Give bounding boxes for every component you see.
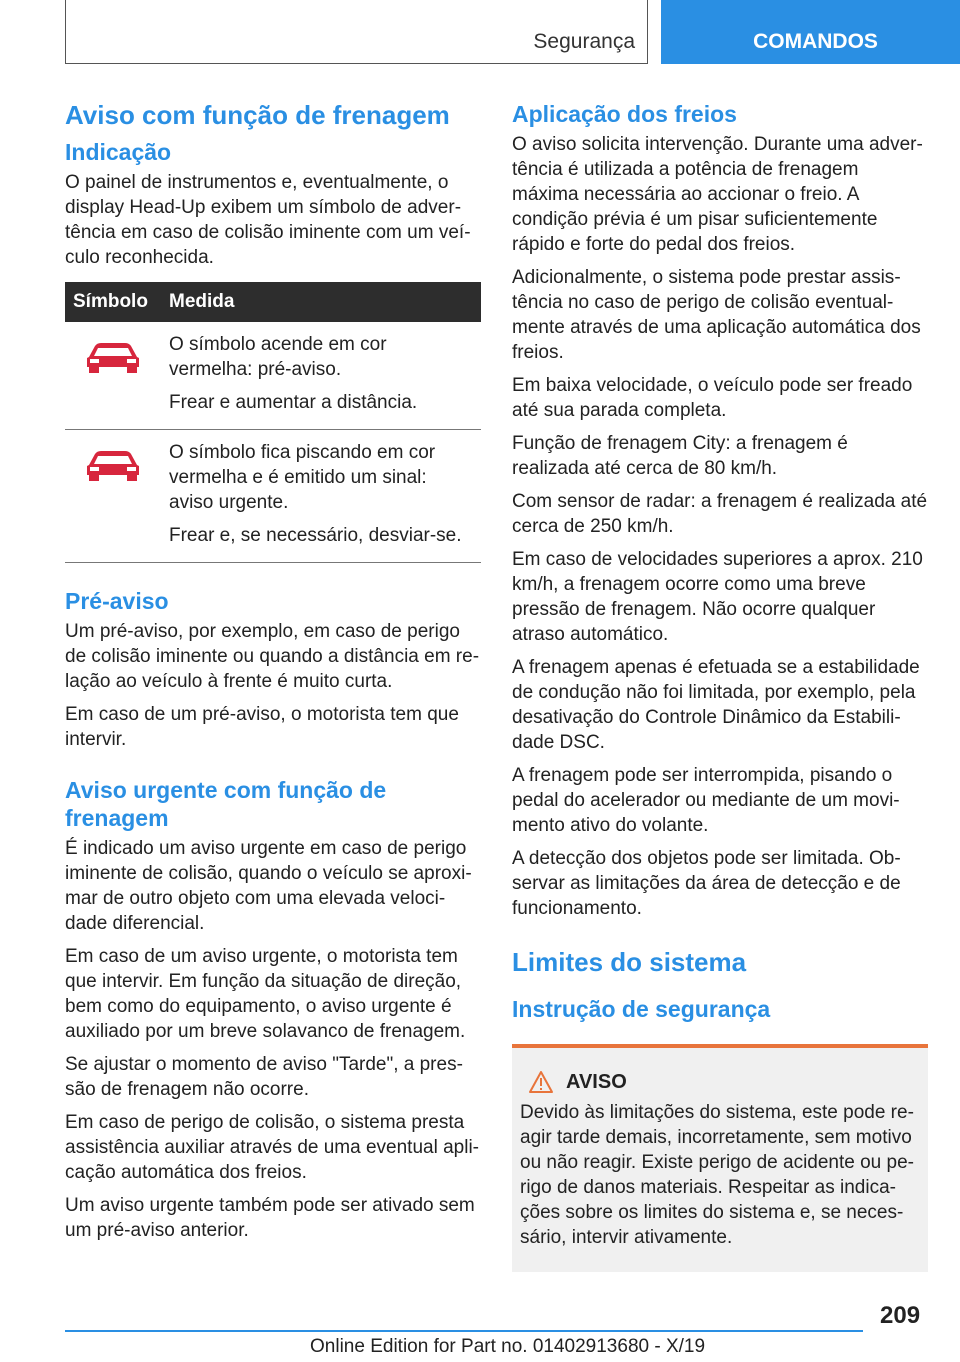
preaviso-text: Um pré-aviso, por exemplo, em caso de perigo de colisão iminente ou quando a distância em relação ao veículo à frente é muito curta. — [65, 621, 480, 692]
section-title: Segurança — [533, 30, 635, 53]
urgente-text: É indicado um aviso urgente em caso de perigo iminente de colisão, quando o veículo se aproximar de outro objeto com uma elevada velocidade diferencial. — [65, 838, 472, 934]
right-column — [512, 100, 928, 1023]
left-column — [65, 100, 481, 1251]
col-header-action: Medida — [161, 282, 481, 322]
aplicacao-text: Função de frenagem City: a frenagem é realizada até cerca de 80 km/h. — [512, 433, 848, 479]
heading-aplicacao: Aplicação dos freios — [512, 101, 737, 127]
symbol-cell — [65, 430, 161, 563]
indicacao-text: O painel de instrumentos e, eventualmente, o display Head-Up exibem um símbolo de advertência em caso de colisão iminente com um veículo reconhecida. — [65, 172, 471, 268]
car-warning-icon — [85, 340, 141, 374]
warning-box — [512, 1044, 928, 1272]
col-header-symbol: Símbolo — [65, 282, 161, 322]
action-cell — [161, 322, 481, 430]
aplicacao-text: Em caso de velocidades superiores a aprox. 210 km/h, a frenagem ocorre como uma breve pressão de frenagem. Não ocorre qualquer atraso automático. — [512, 549, 923, 645]
urgente-text: Um aviso urgente também pode ser ativado sem um pré-aviso anterior. — [65, 1195, 475, 1241]
urgente-text: Em caso de perigo de colisão, o sistema presta assistência auxiliar através de uma eventual aplicação automática dos freios. — [65, 1112, 479, 1183]
warning-title: AVISO — [566, 1070, 627, 1093]
action-text: Frear e, se necessário, desviar-se. — [169, 525, 462, 546]
table-header-row — [65, 282, 481, 322]
footer-edition: Online Edition for Part no. 01402913680 - X/19 — [310, 1336, 706, 1357]
preaviso-text: Em caso de um pré-aviso, o motorista tem que intervir. — [65, 704, 459, 750]
symbol-table — [65, 282, 481, 563]
heading-limites: Limites do sistema — [512, 947, 747, 977]
warning-triangle-icon — [528, 1070, 554, 1094]
chapter-label: COMANDOS — [753, 30, 878, 53]
urgente-text: Se ajustar o momento de aviso "Tarde", a pressão de frenagem não ocorre. — [65, 1054, 463, 1100]
heading-preaviso: Pré-aviso — [65, 588, 169, 614]
action-text: Frear e aumentar a distância. — [169, 392, 418, 413]
aplicacao-text: Em baixa velocidade, o veículo pode ser freado até sua parada completa. — [512, 375, 913, 421]
footer-divider — [65, 1330, 863, 1332]
warning-text: Devido às limitações do sistema, este pode reagir tarde demais, incorretamente, sem motivo ou não reagir. Existe perigo de acidente ou perigo de danos materiais. Respeitar as indicações sobre os limites do sistema e, se necessário, intervir ativamente. — [520, 1102, 914, 1248]
symbol-cell — [65, 322, 161, 430]
chapter-tab[interactable] — [661, 0, 960, 64]
car-warning-icon — [85, 448, 141, 482]
aplicacao-text: O aviso solicita intervenção. Durante uma advertência é utilizada a potência de frenagem máxima necessária ao accionar o freio. A condição prévia é um pisar suficientemente rápido e forte do pedal dos freios. — [512, 134, 923, 255]
aplicacao-text: A frenagem apenas é efetuada se a estabilidade de condução não foi limitada, por exemplo, pela desativação do Controle Dinâmico da Estabilidade DSC. — [512, 657, 920, 753]
table-row — [65, 430, 481, 563]
aplicacao-text: Adicionalmente, o sistema pode prestar assistência no caso de perigo de colisão eventualmente através de uma aplicação automática dos freios. — [512, 267, 921, 363]
page-title: Aviso com função de frenagem — [65, 100, 450, 130]
table-row — [65, 322, 481, 430]
page-number: 209 — [880, 1302, 921, 1329]
warning-title-row — [528, 1070, 920, 1094]
header-box — [65, 0, 648, 64]
action-text: O símbolo fica piscando em cor vermelha e é emitido um sinal: aviso urgente. — [169, 442, 436, 513]
aplicacao-text: A frenagem pode ser interrompida, pisando o pedal do acelerador ou mediante de um movimento ativo do volante. — [512, 765, 900, 836]
action-text: O símbolo acende em cor vermelha: pré-aviso. — [169, 334, 387, 380]
aplicacao-text: Com sensor de radar: a frenagem é realizada até cerca de 250 km/h. — [512, 491, 928, 537]
action-cell — [161, 430, 481, 563]
heading-indicacao: Indicação — [65, 139, 172, 165]
aplicacao-text: A detecção dos objetos pode ser limitada. Observar as limitações da área de detecção e de funcionamento. — [512, 848, 901, 919]
heading-urgente: Aviso urgente com função de frenagem — [65, 777, 387, 831]
urgente-text: Em caso de um aviso urgente, o motorista tem que intervir. Em função da situação de direção, bem como do equipamento, o aviso urgente é auxiliado por um breve solavanco de frenagem. — [65, 946, 466, 1042]
heading-instrucao: Instrução de segurança — [512, 996, 771, 1022]
